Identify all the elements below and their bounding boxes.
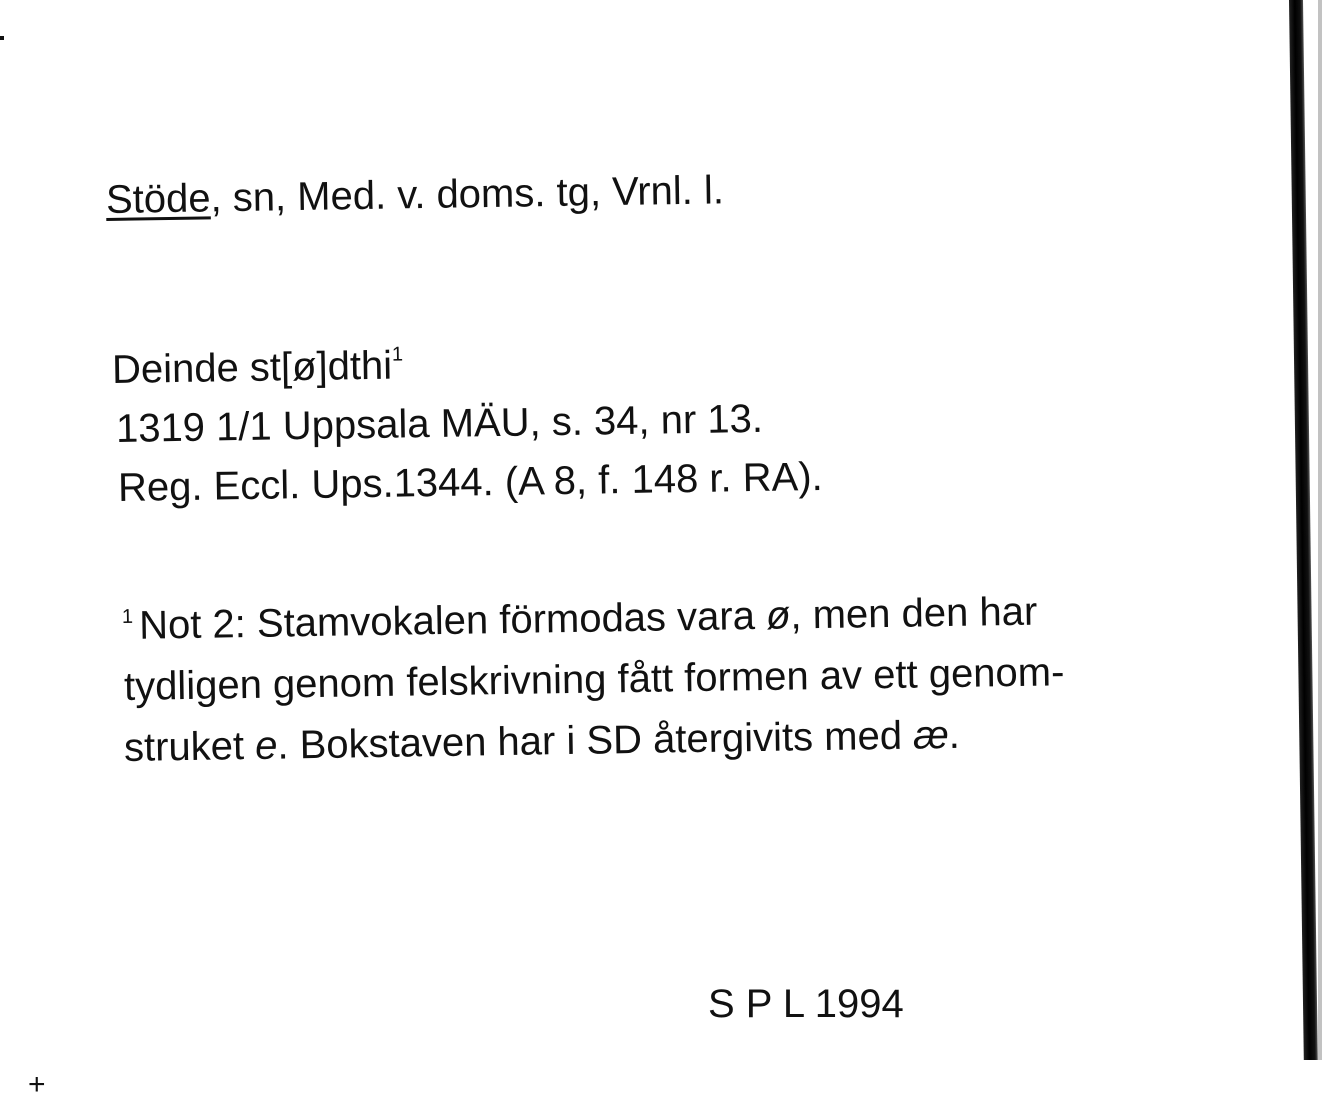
scan-speck: [0, 36, 4, 40]
registration-mark: +: [28, 1068, 46, 1101]
source-line-1: [115, 396, 764, 451]
scan-edge-bar: [1289, 0, 1318, 1060]
note-text-3c: .: [948, 712, 961, 758]
headword: Stöde: [105, 176, 211, 222]
card-header: [106, 170, 725, 220]
note-marker: 1: [121, 605, 134, 628]
form-name-line: [112, 345, 404, 390]
note-letter-e: e: [254, 723, 278, 768]
source-line-2: [117, 454, 824, 510]
note-letter-ae: æ: [912, 713, 950, 758]
scan-edge-line: [1318, 0, 1322, 1060]
note-line-3: [123, 712, 961, 770]
note-line-1: [121, 589, 1038, 648]
note-text-3a: struket: [123, 723, 256, 770]
note-text-1b: , men den har: [790, 589, 1038, 638]
header-details: , sn, Med. v. doms. tg, Vrnl. l.: [210, 168, 725, 221]
source-text-1: 1319 1/1 Uppsala MÄU, s. 34, nr 13.: [115, 396, 764, 451]
footnote-ref: 1: [391, 343, 404, 366]
signature: [708, 984, 904, 1024]
note-vowel: ø: [765, 593, 791, 638]
form-name: Deinde st[ø]dthi: [111, 343, 393, 392]
signature-text: S P L 1994: [708, 982, 904, 1026]
note-text-1a: Not 2: Stamvokalen förmodas vara: [138, 593, 767, 648]
source-text-2: Reg. Eccl. Ups.1344. (A 8, f. 148 r. RA).: [117, 454, 824, 510]
note-text-2: tydligen genom felskrivning fått formen av ett genom-: [123, 650, 1065, 709]
note-text-3b: . Bokstaven har i SD återgivits med: [277, 713, 914, 768]
note-line-2: [124, 652, 1065, 707]
